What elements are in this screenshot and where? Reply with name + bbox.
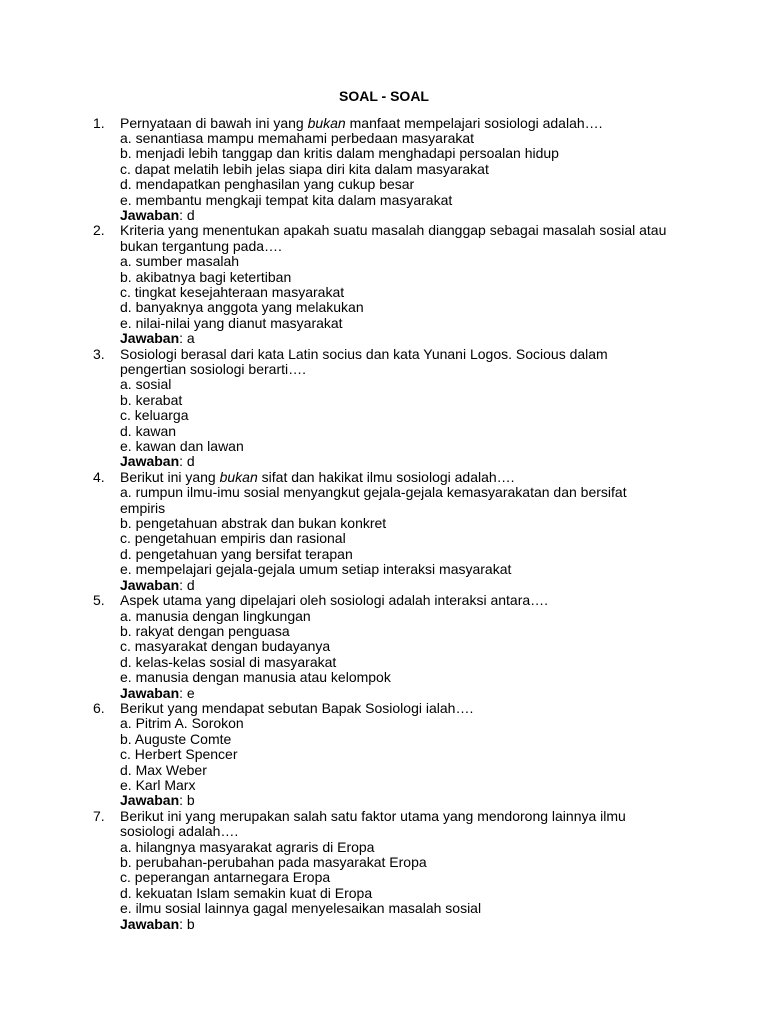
answer-option: c. peperangan antarnegara Eropa	[120, 869, 331, 886]
question-text	[120, 824, 693, 839]
answer-option: b. perubahan-perubahan pada masyarakat Eropa	[120, 854, 427, 870]
answer-option: b. akibatnya bagi ketertiban	[120, 268, 292, 285]
question-text	[120, 239, 693, 254]
question-number: 7.	[93, 807, 105, 824]
question-text-segment: Pernyataan di bawah ini yang	[120, 114, 308, 131]
answer-option: c. pengetahuan empiris dan rasional	[120, 530, 346, 547]
question-text	[120, 593, 693, 608]
question-item	[93, 470, 693, 593]
answer-option: b. Auguste Comte	[120, 730, 232, 747]
answer-option: a. hilangnya masyarakat agraris di Eropa	[120, 838, 375, 855]
answer-option: a. senantiasa mampu memahami perbedaan masyarakat	[120, 129, 475, 146]
answer-label: Jawaban	[120, 206, 180, 223]
answer-option: c. dapat melatih lebih jelas siapa diri kita dalam masyarakat	[120, 160, 489, 177]
answer-option: d. banyaknya anggota yang melakukan	[120, 299, 364, 316]
question-text-segment: Berikut ini yang merupakan salah satu faktor utama yang mendorong lainnya ilmu	[120, 807, 626, 824]
question-list	[93, 116, 693, 933]
answer-option: d. mendapatkan penghasilan yang cukup besar	[120, 176, 415, 193]
answer-key	[120, 331, 693, 346]
answer-value: : d	[179, 576, 195, 593]
answer-option: e. manusia dengan manusia atau kelompok	[120, 669, 391, 686]
answer-option: e. nilai-nilai yang dianut masyarakat	[120, 314, 343, 331]
answer-option: c. masyarakat dengan budayanya	[120, 638, 331, 655]
answer-key	[120, 686, 693, 701]
answer-option: b. rakyat dengan penguasa	[120, 622, 290, 639]
question-item	[93, 347, 693, 470]
answer-value: : b	[179, 792, 195, 809]
answer-value: : b	[179, 915, 195, 932]
answer-option: c. keluarga	[120, 407, 189, 424]
question-text-segment: Aspek utama yang dipelajari oleh sosiologi adalah interaksi antara….	[120, 592, 549, 609]
question-number: 4.	[93, 468, 105, 485]
answer-option: d. kelas-kelas sosial di masyarakat	[120, 653, 337, 670]
answer-option: d. pengetahuan yang bersifat terapan	[120, 545, 353, 562]
question-number: 3.	[93, 345, 105, 362]
question-item	[93, 223, 693, 346]
answer-key	[120, 793, 693, 808]
answer-option: a. manusia dengan lingkungan	[120, 607, 311, 624]
answer-option: empiris	[120, 499, 166, 516]
answer-option: a. Pitrim A. Sorokon	[120, 715, 244, 732]
answer-option: e. mempelajari gejala-gejala umum setiap interaksi masyarakat	[120, 561, 512, 578]
answer-option: b. menjadi lebih tanggap dan kritis dalam menghadapi persoalan hidup	[120, 145, 559, 162]
answer-option: b. kerabat	[120, 391, 183, 408]
question-text	[120, 470, 693, 485]
answer-label: Jawaban	[120, 453, 180, 470]
answer-option: d. kekuatan Islam semakin kuat di Eropa	[120, 884, 373, 901]
question-text-segment: sosiologi adalah….	[120, 823, 239, 840]
answer-value: : d	[179, 453, 195, 470]
answer-option: c. Herbert Spencer	[120, 746, 238, 763]
question-text-segment: bukan tergantung pada….	[120, 237, 282, 254]
answer-label: Jawaban	[120, 792, 180, 809]
answer-option: e. kawan dan lawan	[120, 438, 244, 455]
answer-option: b. pengetahuan abstrak dan bukan konkret	[120, 515, 387, 532]
question-text-segment: Berikut ini yang	[120, 468, 220, 485]
question-item	[93, 593, 693, 701]
question-text-segment: Kriteria yang menentukan apakah suatu masalah dianggap sebagai masalah sosial atau	[120, 222, 667, 239]
answer-option: a. rumpun ilmu-imu sosial menyangkut gejala-gejala kemasyarakatan dan bersifat	[120, 484, 627, 501]
answer-option: a. sosial	[120, 376, 172, 393]
italic-emphasis: bukan	[219, 468, 258, 485]
answer-label: Jawaban	[120, 330, 180, 347]
question-item	[93, 809, 693, 932]
answer-label: Jawaban	[120, 684, 180, 701]
answer-option: d. Max Weber	[120, 761, 207, 778]
question-text-segment: Berikut yang mendapat sebutan Bapak Sosiologi ialah….	[120, 699, 474, 716]
answer-key	[120, 454, 693, 469]
answer-key	[120, 208, 693, 223]
question-text-segment: pengertian sosiologi berarti….	[120, 361, 306, 377]
answer-option: e. Karl Marx	[120, 776, 196, 793]
question-number: 2.	[93, 222, 105, 239]
answer-option: e. ilmu sosial lainnya gagal menyelesaikan masalah sosial	[120, 900, 482, 917]
question-item	[93, 701, 693, 809]
italic-emphasis: bukan	[307, 114, 346, 131]
answer-option: e. membantu mengkaji tempat kita dalam masyarakat	[120, 191, 453, 208]
question-text	[120, 701, 693, 716]
question-text-segment: Sosiologi berasal dari kata Latin socius dan kata Yunani Logos. Socious dalam	[120, 345, 608, 362]
answer-value: : d	[179, 206, 195, 223]
question-text-segment: manfaat mempelajari sosiologi adalah….	[345, 114, 603, 131]
question-number: 6.	[93, 699, 105, 716]
question-text	[120, 362, 693, 377]
answer-option: d. kawan	[120, 422, 177, 439]
question-number: 5.	[93, 592, 105, 609]
answer-key	[120, 917, 693, 932]
question-text	[120, 116, 693, 131]
question-number: 1.	[93, 114, 105, 131]
page-title: SOAL - SOAL	[339, 88, 429, 104]
question-text	[120, 223, 693, 238]
question-text-segment: sifat dan hakikat ilmu sosiologi adalah….	[257, 468, 515, 485]
question-text	[120, 809, 693, 824]
answer-label: Jawaban	[120, 915, 180, 932]
question-text	[120, 347, 693, 362]
answer-option: a. sumber masalah	[120, 253, 240, 270]
answer-value: : a	[179, 330, 195, 347]
answer-option: c. tingkat kesejahteraan masyarakat	[120, 283, 345, 300]
answer-key	[120, 578, 693, 593]
answer-label: Jawaban	[120, 576, 180, 593]
answer-value: : e	[179, 684, 195, 701]
question-item	[93, 116, 693, 224]
